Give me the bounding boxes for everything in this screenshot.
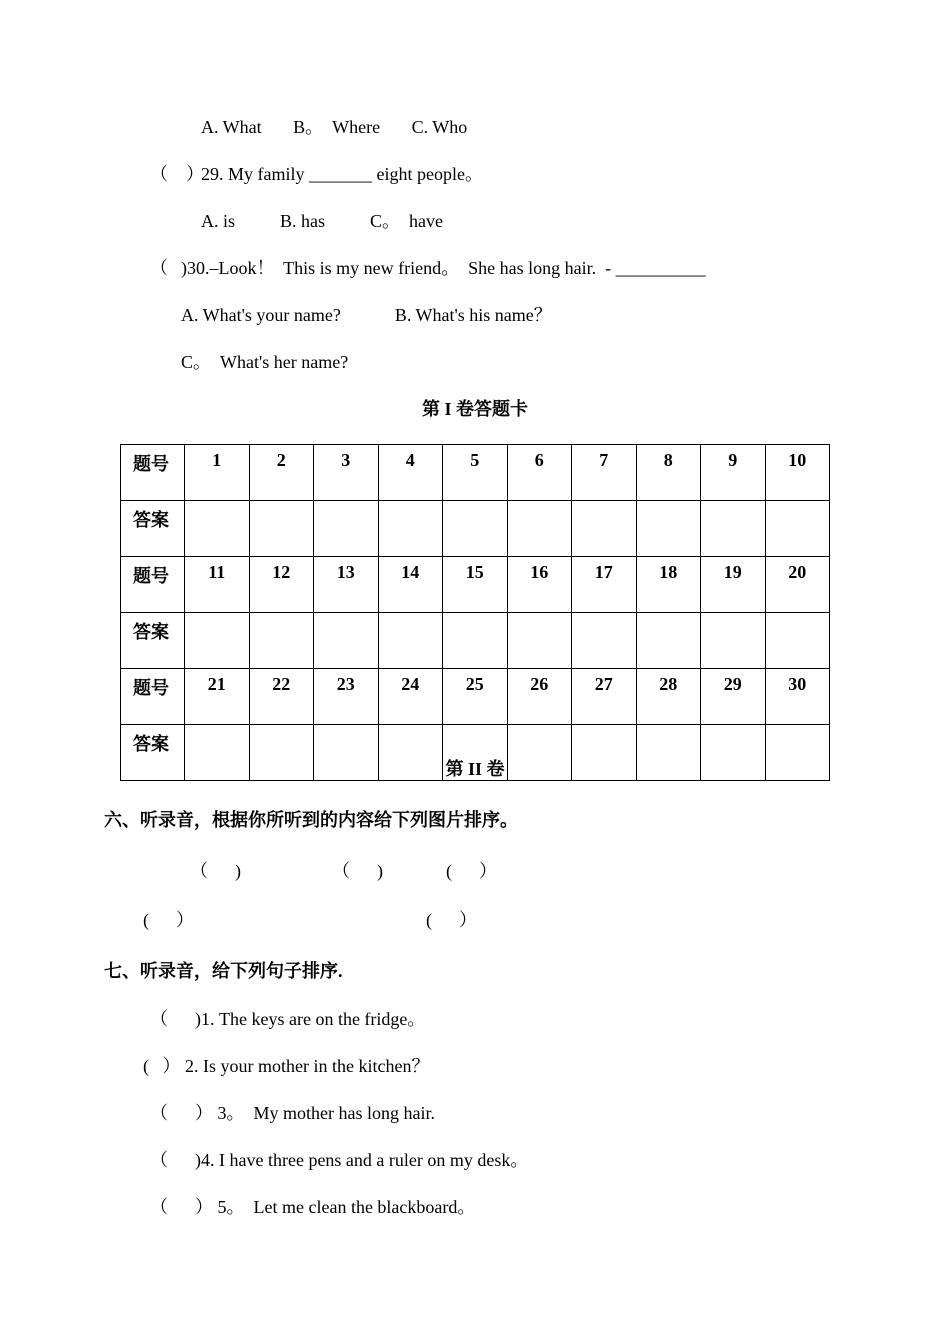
answer-label: 答案 bbox=[121, 613, 185, 669]
question-number: 15 bbox=[443, 557, 508, 613]
question-number: 10 bbox=[765, 445, 830, 501]
question-number: 5 bbox=[443, 445, 508, 501]
question-number: 20 bbox=[765, 557, 830, 613]
question-number: 19 bbox=[701, 557, 766, 613]
question-number: 29 bbox=[701, 669, 766, 725]
q30-question: )30.–Look！ This is my new friend。 She has long hair. - __________ bbox=[181, 258, 706, 278]
answer-cell[interactable] bbox=[572, 613, 637, 669]
question-number: 2 bbox=[249, 445, 314, 501]
number-row bbox=[121, 557, 830, 613]
answer-cell[interactable] bbox=[507, 613, 572, 669]
picture-order-paren[interactable]: ( ） bbox=[446, 861, 497, 881]
sentence-order-item[interactable]: （ ） 3。 My mother has long hair. bbox=[150, 1103, 435, 1123]
answer-cell[interactable] bbox=[636, 501, 701, 557]
question-number: 4 bbox=[378, 445, 443, 501]
answer-cell[interactable] bbox=[378, 501, 443, 557]
answer-cell[interactable] bbox=[185, 501, 250, 557]
answer-cell[interactable] bbox=[249, 501, 314, 557]
part2-title: 第 II 卷 bbox=[445, 759, 505, 779]
answer-card-title: 第 I 卷答题卡 bbox=[421, 399, 528, 419]
answer-cell[interactable] bbox=[185, 613, 250, 669]
question-number: 7 bbox=[572, 445, 637, 501]
question-number: 21 bbox=[185, 669, 250, 725]
q29-question: 29. My family _______ eight people。 bbox=[201, 164, 483, 184]
sentence-order-item[interactable]: （ ） 5。 Let me clean the blackboard。 bbox=[150, 1197, 476, 1217]
question-number: 27 bbox=[572, 669, 637, 725]
question-number: 26 bbox=[507, 669, 572, 725]
question-number: 17 bbox=[572, 557, 637, 613]
question-number: 9 bbox=[701, 445, 766, 501]
answer-cell[interactable] bbox=[765, 613, 830, 669]
number-label: 题号 bbox=[121, 669, 185, 725]
question-number: 28 bbox=[636, 669, 701, 725]
answer-card-table bbox=[120, 444, 830, 781]
q28-options: A. What B。 Where C. Who bbox=[201, 117, 468, 137]
answer-cell[interactable] bbox=[443, 501, 508, 557]
sentence-order-item[interactable]: ( ） 2. Is your mother in the kitchen？ bbox=[143, 1056, 430, 1076]
picture-order-paren[interactable]: （ ) bbox=[190, 861, 241, 881]
answer-cell[interactable] bbox=[765, 501, 830, 557]
question-number: 6 bbox=[507, 445, 572, 501]
question-number: 12 bbox=[249, 557, 314, 613]
question-number: 1 bbox=[185, 445, 250, 501]
question-number: 23 bbox=[314, 669, 379, 725]
answer-label: 答案 bbox=[121, 725, 185, 781]
answer-cell[interactable] bbox=[507, 501, 572, 557]
answer-cell[interactable] bbox=[636, 613, 701, 669]
q30-option-c: C。 What's her name? bbox=[181, 352, 349, 372]
question-number: 11 bbox=[185, 557, 250, 613]
question-number: 18 bbox=[636, 557, 701, 613]
picture-order-paren[interactable]: ( ） bbox=[426, 910, 477, 930]
answer-cell[interactable] bbox=[443, 613, 508, 669]
question-number: 13 bbox=[314, 557, 379, 613]
question-number: 25 bbox=[443, 669, 508, 725]
section6-heading: 六、听录音，根据你所听到的内容给下列图片排序。 bbox=[104, 810, 518, 830]
q30-options-ab: A. What's your name? B. What's his name？ bbox=[181, 305, 552, 325]
section7-heading: 七、听录音，给下列句子排序. bbox=[104, 961, 343, 981]
number-row bbox=[121, 445, 830, 501]
answer-row bbox=[121, 613, 830, 669]
question-number: 8 bbox=[636, 445, 701, 501]
question-number: 30 bbox=[765, 669, 830, 725]
picture-order-paren[interactable]: （ ) bbox=[332, 861, 383, 881]
question-number: 3 bbox=[314, 445, 379, 501]
number-label: 题号 bbox=[121, 445, 185, 501]
answer-cell[interactable] bbox=[572, 501, 637, 557]
q30-answer-paren[interactable]: （ bbox=[150, 258, 186, 278]
sentence-order-item[interactable]: （ )1. The keys are on the fridge。 bbox=[150, 1009, 426, 1029]
answer-cell[interactable] bbox=[701, 613, 766, 669]
question-number: 24 bbox=[378, 669, 443, 725]
q29-options: A. is B. has C。 have bbox=[201, 211, 443, 231]
answer-row bbox=[121, 501, 830, 557]
answer-label: 答案 bbox=[121, 501, 185, 557]
picture-order-paren[interactable]: ( ） bbox=[143, 910, 194, 930]
q29-answer-paren[interactable]: （ ） bbox=[150, 164, 204, 184]
number-label: 题号 bbox=[121, 557, 185, 613]
question-number: 16 bbox=[507, 557, 572, 613]
answer-cell[interactable] bbox=[314, 501, 379, 557]
number-row bbox=[121, 669, 830, 725]
answer-cell[interactable] bbox=[378, 613, 443, 669]
question-number: 14 bbox=[378, 557, 443, 613]
sentence-order-item[interactable]: （ )4. I have three pens and a ruler on my desk。 bbox=[150, 1150, 529, 1170]
answer-cell[interactable] bbox=[701, 501, 766, 557]
answer-cell[interactable] bbox=[249, 613, 314, 669]
question-number: 22 bbox=[249, 669, 314, 725]
answer-cell[interactable] bbox=[314, 613, 379, 669]
